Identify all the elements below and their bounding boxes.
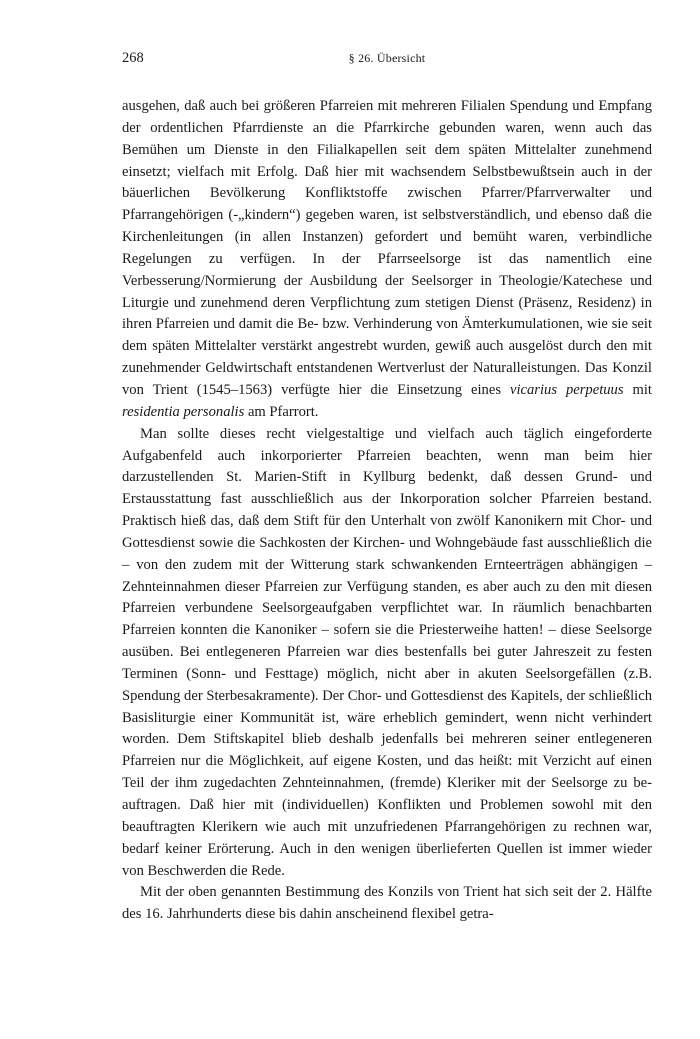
- latin-term-residentia-personalis: residentia personalis: [122, 403, 245, 420]
- latin-term-vicarius-perpetuus: vicarius perpetuus: [509, 381, 624, 398]
- paragraph-2: Man sollte dieses recht vielgestaltige und vielfach auch täglich eingeforderte Aufgabenfeld auch inkorporierter Pfarreien beachten, wenn man beim hier darzustellenden St. Marien-Stift in Kyllburg bedenkt, daß dessen Grund- und Erstausstattung fast ausschließlich aus der Inkorporation solcher Pfarreien bestand. Praktisch hieß das, daß dem Stift für den Unterhalt von zwölf Kanonikern mit Chor- und Gottesdienst sowie die Sachkosten der Kirchen- und Wohngebäude fast ausschließlich die – von den zudem mit der Witterung stark schwankenden Ernteerträgen abhängigen – Zehnteinnahmen dieser Pfarreien zur Verfügung standen, es aber auch zu den mit diesen Pfarreien verbundene Seelsorgeaufgaben verpflichtet war. In räumlich benachbarten Pfarreien konnten die Kanoniker – sofern sie die Priesterweihe hatten! – diese Seelsorge ausüben. Bei entlegeneren Pfarreien war dies bestenfalls bei guter Jahreszeit zu festen Terminen (Sonn- und Festtage) möglich, nicht aber in akuten Seelsorgefällen (z.B. Spendung der Sterbesakramente). Der Chor- und Gottesdienst des Kapitels, der schließlich Basisliturgie einer Kommunität ist, wäre erheblich gemindert, wenn nicht verhindert worden. Dem Stiftskapitel blieb deshalb jedenfalls bei mehreren seiner entlegeneren Pfarreien nur die Möglichkeit, auf eigene Kosten, und das heißt: mit Verzicht auf einen Teil der ihm zugedachten Zehnteinnahmen, (fremde) Kleriker mit der Seelsorge zu beauftragen. Daß hier mit (individuellen) Konflikten und Problemen sowohl mit den beauftragten Klerikern wie auch mit unzufriedenen Pfarrangehörigen zu rechnen war, bedarf keiner Erörterung. Auch in den wenigen überlieferten Quellen ist immer wieder von Beschwerden die Rede.: [122, 425, 652, 879]
- running-head: [122, 50, 652, 74]
- paragraph-1: [122, 96, 652, 424]
- paragraph-1-connector: mit: [623, 381, 652, 398]
- page-number: 268: [122, 50, 144, 66]
- body-text: [122, 96, 652, 926]
- paragraph-1-text: ausgehen, daß auch bei größeren Pfarreien mit mehreren Filialen Spendung und Empfang der ordentlichen Pfarrdienste an die Pfarrkirche gebunden waren, wenn auch das Bemühen um Dienste in den Filialkapellen seit dem späten Mittelalter zunehmend einsetzt; vielfach mit Erfolg. Daß hier mit wachsendem Selbstbewußtsein auch in der bäuerlichen Bevölkerung Konfliktstoffe zwischen Pfarrer/Pfarrverwalter und Pfarrangehörigen (-„kindern“) gegeben waren, ist selbstverständlich, und ebenso daß die Kirchenleitungen (in allen Instanzen) gefordert und bemüht waren, verbindliche Regelungen zu verfügen. In der Pfarrseelsorge ist das namentlich eine Verbesserung/Normierung der Ausbildung der Seelsorger in Theologie/Katechese und Liturgie und zunehmend deren Verpflichtung zum stetigen Dienst (Präsenz, Residenz) in ihren Pfarreien und damit die Be- bzw. Verhinderung von Ämterkumulationen, wie sie seit dem späten Mittelalter verstärkt angestrebt wurden, gewiß auch ausgelöst durch den mit zunehmender Geldwirtschaft entstandenen Wertverlust der Naturalleistungen. Das Konzil von Trient (1545–1563) verfügte hier die Einsetzung eines: [122, 98, 652, 398]
- section-title: § 26. Übersicht: [348, 51, 426, 65]
- paragraph-3: Mit der oben genannten Bestimmung des Konzils von Trient hat sich seit der 2. Hälfte des 16. Jahrhunderts diese bis dahin anscheinend flexibel getra-: [122, 884, 652, 923]
- book-page: [122, 50, 652, 926]
- paragraph-1-ending: am Pfarrort.: [244, 403, 319, 420]
